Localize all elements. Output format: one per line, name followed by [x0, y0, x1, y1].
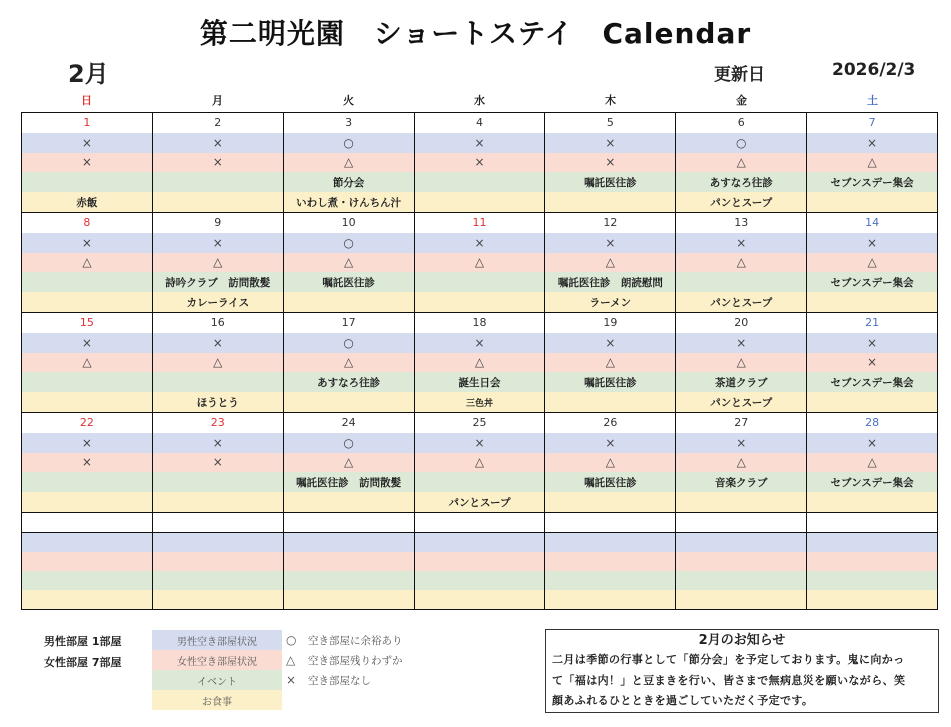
legend-symbol-row: [286, 670, 403, 690]
weekday-monday: 月: [212, 94, 223, 107]
empty-cell: [807, 590, 937, 609]
female-availability-cell: ×: [153, 453, 284, 473]
legend-symbol-row: [286, 630, 403, 650]
male-availability-cell: ×: [545, 333, 676, 353]
day-number: 2: [153, 113, 284, 133]
male-availability-cell: ○: [284, 333, 415, 353]
updated-date: 2026/2/3: [832, 60, 916, 80]
empty-cell: [284, 571, 415, 590]
event-row: [22, 372, 937, 392]
date-row: [22, 313, 937, 333]
day-number: 23: [153, 413, 284, 433]
empty-cell: [545, 533, 676, 552]
day-number: 28: [865, 416, 880, 430]
empty-cell: [22, 533, 153, 552]
empty-cell: [676, 590, 807, 609]
empty-row: [22, 513, 937, 532]
notice-body: [552, 650, 932, 712]
circle-meaning: 空き部屋に余裕あり: [308, 634, 403, 647]
meal-cell: [807, 192, 937, 212]
female-availability-cell: ×: [22, 453, 153, 473]
calendar-grid: [21, 112, 938, 610]
male-availability-cell: ×: [545, 233, 676, 253]
meal-cell: [153, 192, 284, 212]
date-row: [22, 213, 937, 233]
meal-cell: 赤飯: [22, 192, 153, 212]
cross-meaning: 空き部屋なし: [308, 674, 371, 687]
meal-cell: いわし煮・けんちん汁: [284, 192, 415, 212]
event-cell: [22, 472, 153, 492]
meal-cell: [545, 192, 676, 212]
empty-cell: [153, 571, 284, 590]
meal-cell: パンとスープ: [415, 492, 546, 512]
empty-cell: [545, 513, 676, 532]
page-title: 第二明光園 ショートステイ Calendar: [199, 17, 752, 50]
event-cell: セブンスデー集会: [830, 276, 914, 289]
event-cell: 嘱託医往診: [545, 372, 676, 392]
empty-cell: [153, 590, 284, 609]
male-availability-cell: ×: [415, 433, 546, 453]
meal-cell: [415, 192, 546, 212]
month-label: 2月: [68, 60, 109, 88]
empty-cell: [545, 571, 676, 590]
room-count-legend: [44, 631, 121, 673]
event-cell: あすなろ往診: [676, 172, 807, 192]
notice-line: 顔あふれるひとときを過ごしていただく予定です。: [552, 694, 814, 707]
empty-cell: [284, 513, 415, 532]
female-availability-cell: △: [867, 455, 877, 470]
event-cell: [153, 172, 284, 192]
female-availability-cell: △: [545, 353, 676, 373]
day-number: 27: [676, 413, 807, 433]
event-cell: セブンスデー集会: [830, 376, 914, 389]
female-availability-cell: △: [284, 253, 415, 273]
female-availability-cell: △: [153, 253, 284, 273]
female-availability-cell: △: [415, 253, 546, 273]
female-availability-cell: △: [676, 353, 807, 373]
male-availability-cell: ×: [153, 433, 284, 453]
male-availability-cell: ×: [867, 335, 878, 350]
female-availability-cell: ×: [22, 153, 153, 173]
empty-cell: [415, 533, 546, 552]
empty-cell: [415, 571, 546, 590]
male-availability-cell: ×: [415, 233, 546, 253]
weekday-tuesday: 火: [343, 94, 354, 107]
female-availability-cell: △: [545, 453, 676, 473]
date-row: [22, 413, 937, 433]
female-availability-cell: △: [676, 153, 807, 173]
day-number: 17: [284, 313, 415, 333]
female-availability-cell: △: [284, 153, 415, 173]
empty-cell: [153, 513, 284, 532]
male-availability-row: [22, 233, 937, 253]
empty-cell: [807, 513, 937, 532]
female-availability-cell: △: [545, 253, 676, 273]
event-cell: [22, 172, 153, 192]
male-availability-cell: ×: [545, 133, 676, 153]
day-number: 5: [545, 113, 676, 133]
meal-cell: [545, 392, 676, 412]
female-availability-cell: △: [867, 255, 877, 270]
female-availability-row: [22, 353, 937, 373]
cross-symbol: ×: [286, 673, 297, 687]
male-availability-cell: ×: [22, 433, 153, 453]
female-availability-cell: △: [676, 453, 807, 473]
male-availability-cell: ×: [545, 433, 676, 453]
meal-cell: [22, 392, 153, 412]
day-number: 22: [22, 413, 153, 433]
female-availability-cell: △: [415, 453, 546, 473]
male-availability-cell: ×: [22, 233, 153, 253]
empty-cell: [545, 552, 676, 571]
legend-meal: お食事: [152, 690, 282, 710]
event-cell: [415, 172, 546, 192]
event-cell: [153, 472, 284, 492]
empty-cell: [153, 552, 284, 571]
weekday-header: [21, 92, 938, 110]
day-number: 7: [868, 116, 876, 130]
event-cell: 誕生日会: [415, 372, 546, 392]
empty-cell: [284, 590, 415, 609]
empty-cell: [545, 590, 676, 609]
event-cell: 嘱託医往診 訪問散髪: [284, 472, 415, 492]
meal-cell: パンとスープ: [676, 192, 807, 212]
notice-box: [545, 629, 939, 713]
male-room-count: 男性部屋 1部屋: [44, 635, 122, 648]
legend-event: イベント: [152, 670, 282, 690]
empty-cell: [22, 513, 153, 532]
meal-cell: [284, 392, 415, 412]
empty-cell: [676, 552, 807, 571]
weekday-thursday: 木: [605, 94, 616, 107]
day-number: 21: [865, 316, 880, 330]
day-number: 6: [676, 113, 807, 133]
meal-cell: パンとスープ: [676, 392, 807, 412]
male-availability-cell: ×: [676, 433, 807, 453]
male-availability-cell: ×: [415, 333, 546, 353]
empty-row: [22, 571, 937, 590]
meal-cell: カレーライス: [153, 292, 284, 312]
empty-row: [22, 590, 937, 609]
meal-cell: [415, 292, 546, 312]
legend-female-rooms: 女性空き部屋状況: [152, 650, 282, 670]
event-cell: [676, 272, 807, 292]
male-availability-cell: ×: [153, 133, 284, 153]
empty-cell: [676, 571, 807, 590]
triangle-symbol: △: [286, 653, 296, 667]
event-cell: 茶道クラブ: [676, 372, 807, 392]
meal-cell: 三色丼: [415, 392, 546, 412]
female-availability-cell: △: [153, 353, 284, 373]
updated-label: 更新日: [714, 65, 765, 85]
event-cell: 嘱託医往診: [545, 172, 676, 192]
weekday-wednesday: 水: [474, 94, 485, 107]
meal-row: [22, 392, 937, 412]
male-availability-cell: ○: [284, 133, 415, 153]
female-availability-cell: ×: [153, 153, 284, 173]
meal-cell: パンとスープ: [676, 292, 807, 312]
legend-male-rooms: 男性空き部屋状況: [152, 630, 282, 650]
event-cell: [153, 372, 284, 392]
day-number: 19: [545, 313, 676, 333]
male-availability-cell: ○: [284, 233, 415, 253]
female-availability-cell: △: [22, 253, 153, 273]
calendar-week: [22, 413, 937, 513]
male-availability-cell: ×: [676, 233, 807, 253]
calendar-week: [22, 113, 937, 213]
empty-week: [22, 513, 937, 533]
meal-cell: [284, 492, 415, 512]
male-availability-cell: ×: [153, 333, 284, 353]
female-availability-cell: ×: [867, 355, 878, 370]
meal-cell: [153, 492, 284, 512]
empty-cell: [22, 571, 153, 590]
empty-cell: [676, 513, 807, 532]
male-availability-cell: ×: [153, 233, 284, 253]
event-row: [22, 172, 937, 192]
calendar-week: [22, 213, 937, 313]
empty-cell: [676, 533, 807, 552]
female-availability-cell: △: [415, 353, 546, 373]
male-availability-row: [22, 333, 937, 353]
meal-cell: ラーメン: [545, 292, 676, 312]
day-number: 11: [415, 213, 546, 233]
female-availability-row: [22, 153, 937, 173]
event-cell: 嘱託医往診 朗読慰問: [545, 272, 676, 292]
meal-cell: [284, 292, 415, 312]
event-row: [22, 472, 937, 492]
day-number: 9: [153, 213, 284, 233]
event-cell: 嘱託医往診: [284, 272, 415, 292]
empty-row: [22, 552, 937, 571]
female-availability-cell: ×: [415, 153, 546, 173]
day-number: 14: [865, 216, 880, 230]
empty-cell: [22, 590, 153, 609]
meal-cell: [22, 492, 153, 512]
female-availability-cell: △: [867, 155, 877, 170]
meal-row: [22, 492, 937, 512]
meal-cell: [807, 492, 937, 512]
meal-cell: [676, 492, 807, 512]
row-color-legend: [152, 630, 282, 710]
day-number: 20: [676, 313, 807, 333]
symbol-legend: [286, 630, 403, 690]
day-number: 16: [153, 313, 284, 333]
event-cell: [22, 272, 153, 292]
meal-cell: [807, 392, 937, 412]
empty-cell: [22, 552, 153, 571]
empty-cell: [415, 513, 546, 532]
event-cell: セブンスデー集会: [830, 176, 914, 189]
female-availability-cell: ×: [545, 153, 676, 173]
female-availability-cell: △: [284, 453, 415, 473]
calendar-week: [22, 313, 937, 413]
meal-cell: [22, 292, 153, 312]
event-row: [22, 272, 937, 292]
empty-cell: [415, 552, 546, 571]
male-availability-cell: ○: [676, 133, 807, 153]
meal-cell: ほうとう: [153, 392, 284, 412]
event-cell: 音楽クラブ: [676, 472, 807, 492]
event-cell: [415, 472, 546, 492]
day-number: 13: [676, 213, 807, 233]
empty-cell: [807, 552, 937, 571]
triangle-meaning: 空き部屋残りわずか: [308, 654, 403, 667]
weekday-sunday: 日: [81, 94, 92, 107]
empty-row: [22, 533, 937, 552]
meal-row: [22, 292, 937, 312]
event-cell: [415, 272, 546, 292]
female-availability-cell: △: [284, 353, 415, 373]
weekday-saturday: 土: [867, 94, 878, 107]
male-availability-row: [22, 133, 937, 153]
female-room-count: 女性部屋 7部屋: [44, 656, 122, 669]
event-cell: 節分会: [284, 172, 415, 192]
female-availability-row: [22, 453, 937, 473]
female-availability-cell: △: [22, 353, 153, 373]
male-availability-cell: ×: [415, 133, 546, 153]
empty-cell: [807, 571, 937, 590]
event-cell: [22, 372, 153, 392]
day-number: 10: [284, 213, 415, 233]
male-availability-cell: ×: [867, 235, 878, 250]
meal-row: [22, 192, 937, 212]
female-availability-row: [22, 253, 937, 273]
date-row: [22, 113, 937, 133]
male-availability-cell: ○: [284, 433, 415, 453]
day-number: 4: [415, 113, 546, 133]
day-number: 1: [22, 113, 153, 133]
male-availability-cell: ×: [22, 333, 153, 353]
male-availability-cell: ×: [867, 135, 878, 150]
weekday-friday: 金: [736, 94, 747, 107]
event-cell: あすなろ往診: [284, 372, 415, 392]
empty-cell: [284, 533, 415, 552]
day-number: 12: [545, 213, 676, 233]
event-cell: 嘱託医往診: [545, 472, 676, 492]
female-availability-cell: △: [676, 253, 807, 273]
meal-cell: [545, 492, 676, 512]
notice-line: て「福は内！」と豆まきを行い、皆さまで無病息災を願いながら、笑: [552, 673, 906, 687]
day-number: 25: [415, 413, 546, 433]
event-cell: セブンスデー集会: [830, 476, 914, 489]
circle-symbol: ○: [286, 633, 297, 647]
empty-week: [22, 533, 937, 609]
event-cell: 詩吟クラブ 訪問散髪: [153, 272, 284, 292]
empty-cell: [284, 552, 415, 571]
day-number: 15: [22, 313, 153, 333]
male-availability-cell: ×: [867, 435, 878, 450]
legend-symbol-row: [286, 650, 403, 670]
day-number: 18: [415, 313, 546, 333]
empty-cell: [415, 590, 546, 609]
day-number: 24: [284, 413, 415, 433]
notice-title: 2月のお知らせ: [698, 633, 786, 648]
male-availability-cell: ×: [676, 333, 807, 353]
empty-cell: [807, 533, 937, 552]
day-number: 26: [545, 413, 676, 433]
meal-cell: [807, 292, 937, 312]
empty-cell: [153, 533, 284, 552]
day-number: 3: [284, 113, 415, 133]
male-availability-row: [22, 433, 937, 453]
day-number: 8: [22, 213, 153, 233]
notice-line: 二月は季節の行事として「節分会」を予定しております。鬼に向かっ: [552, 653, 905, 666]
male-availability-cell: ×: [22, 133, 153, 153]
